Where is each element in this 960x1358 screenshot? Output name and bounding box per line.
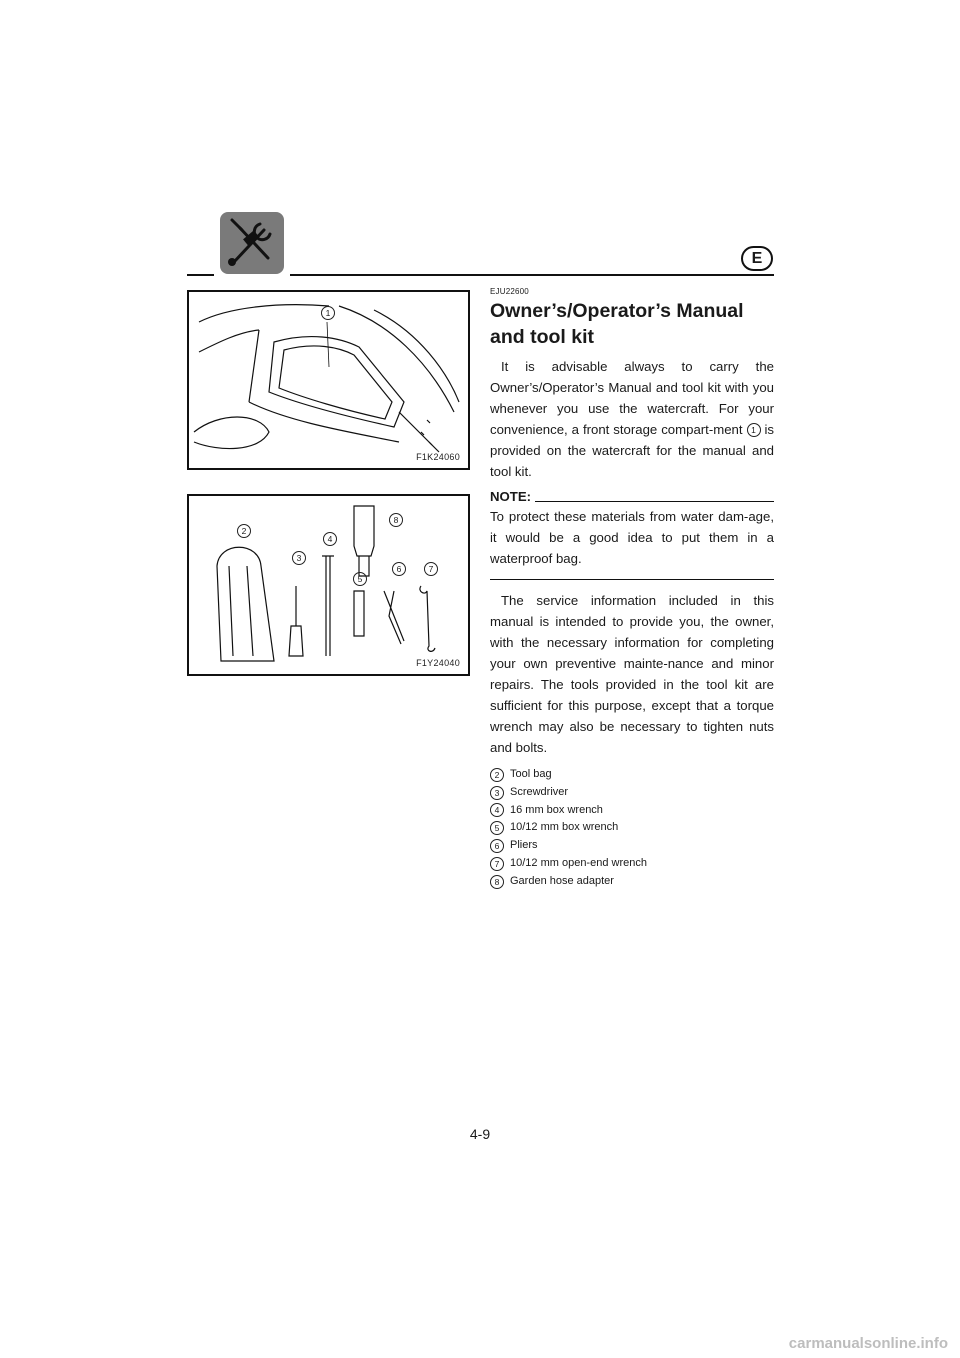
screwdriver-icon (289, 586, 303, 656)
legend-item: 5 10/12 mm box wrench (490, 819, 774, 837)
note-text: To protect these materials from water dam-age, it would be a good idea to put them in a waterproof bag. (490, 509, 774, 566)
figure-tool-kit (187, 494, 470, 676)
legend-item: 4 16 mm box wrench (490, 802, 774, 820)
note-header (490, 488, 774, 506)
callout-8: 8 (389, 511, 403, 529)
callout-5: 5 (353, 570, 367, 588)
callout-7: 7 (424, 560, 438, 578)
legend-item: 6 Pliers (490, 837, 774, 855)
tools-section-icon (220, 212, 284, 274)
section-content (490, 287, 774, 891)
figure-code: F1K24060 (416, 452, 460, 462)
hose-adapter-icon (354, 506, 374, 576)
box-wrench-16-icon (322, 556, 334, 656)
page-number: 4-9 (469, 1126, 491, 1142)
wrench-screwdriver-icon (220, 212, 284, 274)
pliers-icon (384, 591, 404, 644)
callout-2: 2 (237, 522, 251, 540)
intro-paragraph: It is advisable always to carry the Owner’s/Operator’s Manual and tool kit with you whenever you use the watercraft. For your convenience, a front storage compart-ment 1 is provided on the watercraft for the manual and tool kit. (490, 359, 774, 479)
callout-6: 6 (392, 560, 406, 578)
callout-3: 3 (292, 549, 306, 567)
language-badge: E (741, 246, 773, 271)
tool-kit-illustration (189, 496, 468, 674)
note-rule (535, 501, 774, 502)
legend-item: 2 Tool bag (490, 766, 774, 784)
watermark: carmanualsonline.info (788, 1335, 948, 1352)
open-end-wrench-icon (420, 586, 435, 651)
note-end-rule (490, 579, 774, 580)
section-title: Owner’s/Operator’s Manual and tool kit (490, 300, 744, 348)
callout-1: 1 (321, 304, 335, 322)
note-label: NOTE: (490, 489, 532, 504)
figure-storage-compartment (187, 290, 470, 470)
legend-item: 8 Garden hose adapter (490, 873, 774, 891)
ref-callout-1: 1 (747, 423, 761, 437)
callout-4: 4 (323, 530, 337, 548)
box-wrench-10-12-icon (354, 591, 364, 636)
header-rule (187, 274, 214, 276)
legend-list (490, 766, 774, 891)
service-paragraph: The service information included in this manual is intended to provide you, the owner, with the necessary information for completing your own preventive mainte-nance and minor repairs. The tools provided in the tool kit are sufficient for this purpose, except that a torque wrench may also be necessary to tighten nuts and bolts. (490, 593, 774, 755)
tool-bag-icon (217, 547, 274, 661)
header-rule (290, 274, 774, 276)
section-code: EJU22600 (490, 287, 529, 296)
legend-item: 7 10/12 mm open-end wrench (490, 855, 774, 873)
legend-item: 3 Screwdriver (490, 784, 774, 802)
figure-code: F1Y24040 (416, 658, 460, 668)
